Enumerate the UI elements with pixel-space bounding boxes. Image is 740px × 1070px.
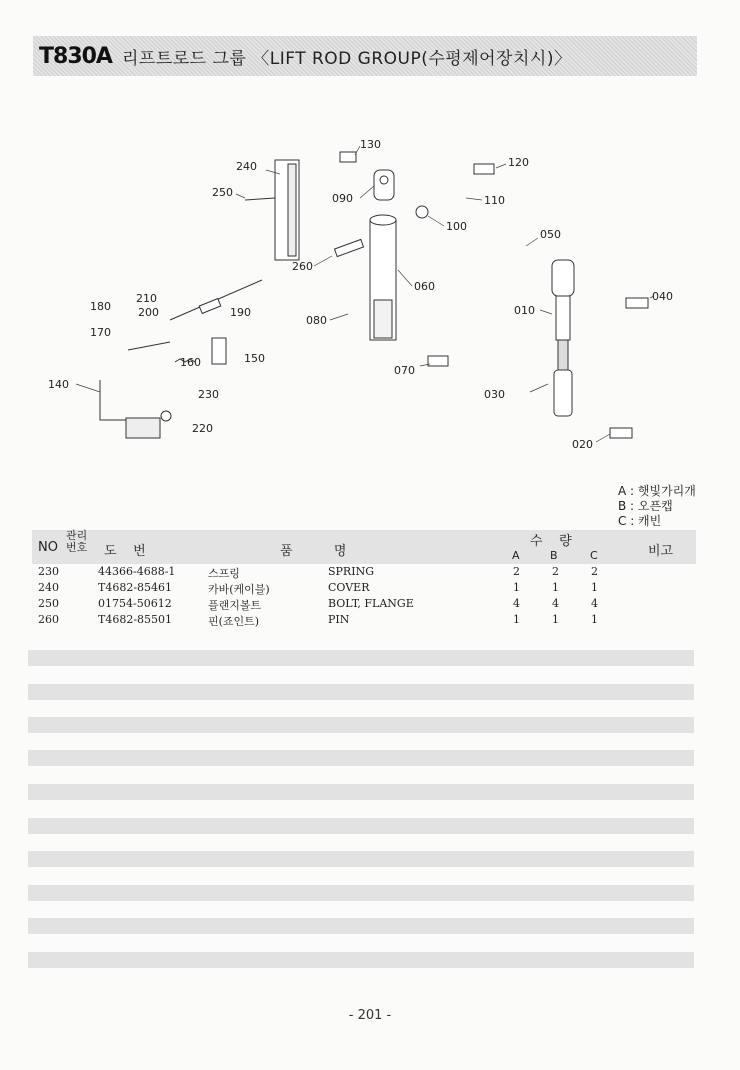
- cell-no: 260: [38, 613, 59, 626]
- diagram-label: 260: [292, 260, 313, 273]
- col-name: 품 명: [280, 544, 347, 559]
- cell-part-no: T4682-85461: [98, 581, 173, 594]
- model-code: T830A: [39, 43, 112, 69]
- diagram-label: 070: [394, 364, 415, 377]
- col-qty-b: B: [550, 549, 558, 562]
- col-qty-c: C: [590, 549, 598, 562]
- cell-name-en: PIN: [328, 613, 350, 626]
- row-stripe: [28, 851, 694, 867]
- cell-qty-a: 2: [513, 565, 520, 578]
- col-remark: 비고: [648, 544, 674, 559]
- cell-qty-c: 1: [591, 581, 598, 594]
- parts-diagram: [30, 120, 710, 460]
- cell-qty-b: 2: [552, 565, 559, 578]
- row-stripe: [28, 684, 694, 700]
- diagram-label: 020: [572, 438, 593, 451]
- diagram-label: 170: [90, 326, 111, 339]
- page-number: - 201 -: [348, 1008, 392, 1023]
- diagram-label: 060: [414, 280, 435, 293]
- row-stripe: [28, 784, 694, 800]
- cell-name-ko: 스프링: [208, 567, 240, 580]
- legend-item-c: C : 캐빈: [618, 514, 662, 528]
- row-stripe: [28, 717, 694, 733]
- row-stripe: [28, 885, 694, 901]
- cell-no: 240: [38, 581, 59, 594]
- row-stripe: [28, 918, 694, 934]
- row-stripe: [28, 818, 694, 834]
- cell-qty-a: 1: [513, 613, 520, 626]
- cell-no: 250: [38, 597, 59, 610]
- cell-part-no: T4682-85501: [98, 613, 173, 626]
- diagram-label: 190: [230, 306, 251, 319]
- cell-name-ko: 플랜지볼트: [208, 599, 262, 612]
- diagram-label: 030: [484, 388, 505, 401]
- col-mgmt: 관리 번호: [66, 529, 88, 554]
- table-row: [32, 596, 696, 612]
- legend-item-a: A : 햇빛가리개: [618, 484, 696, 498]
- col-qty: 수 량: [530, 534, 572, 549]
- legend: [618, 484, 696, 529]
- parts-table-header: [32, 530, 696, 564]
- cell-name-en: BOLT, FLANGE: [328, 597, 414, 610]
- diagram-label: 050: [540, 228, 561, 241]
- col-qty-a: A: [512, 549, 520, 562]
- diagram-label: 140: [48, 378, 69, 391]
- diagram-label: 180: [90, 300, 111, 313]
- diagram-label: 040: [652, 290, 673, 303]
- diagram-label: 130: [360, 138, 381, 151]
- row-stripe: [28, 952, 694, 968]
- table-row: [32, 612, 696, 628]
- cell-part-no: 01754-50612: [98, 597, 172, 610]
- cell-qty-b: 4: [552, 597, 559, 610]
- cell-qty-c: 2: [591, 565, 598, 578]
- cell-qty-c: 1: [591, 613, 598, 626]
- diagram-label: 210: [136, 292, 157, 305]
- parts-table-body: [32, 564, 696, 628]
- row-stripe: [28, 750, 694, 766]
- diagram-label: 120: [508, 156, 529, 169]
- cell-name-ko: 핀(죠인트): [208, 615, 260, 628]
- table-row: [32, 580, 696, 596]
- cell-no: 230: [38, 565, 59, 578]
- legend-item-b: B : 오픈캡: [618, 499, 673, 513]
- cell-qty-b: 1: [552, 581, 559, 594]
- diagram-label: 230: [198, 388, 219, 401]
- diagram-label: 110: [484, 194, 505, 207]
- cell-qty-b: 1: [552, 613, 559, 626]
- diagram-label: 160: [180, 356, 201, 369]
- diagram-label: 220: [192, 422, 213, 435]
- diagram-label: 080: [306, 314, 327, 327]
- cell-name-en: SPRING: [328, 565, 374, 578]
- diagram-label: 250: [212, 186, 233, 199]
- row-stripe: [28, 650, 694, 666]
- page-header: [33, 36, 697, 76]
- diagram-label: 200: [138, 306, 159, 319]
- cell-name-en: COVER: [328, 581, 370, 594]
- cell-part-no: 44366-4688-1: [98, 565, 176, 578]
- cell-qty-c: 4: [591, 597, 598, 610]
- table-row: [32, 564, 696, 580]
- diagram-label: 100: [446, 220, 467, 233]
- cell-qty-a: 4: [513, 597, 520, 610]
- diagram-label: 240: [236, 160, 257, 173]
- cell-name-ko: 카바(케이블): [208, 583, 270, 596]
- col-no: NO: [38, 540, 58, 555]
- group-title: 리프트로드 그룹 〈LIFT ROD GROUP(수평제어장치시)〉: [121, 48, 572, 69]
- col-part-no: 도 번: [104, 544, 146, 559]
- cell-qty-a: 1: [513, 581, 520, 594]
- diagram-label: 090: [332, 192, 353, 205]
- diagram-label: 010: [514, 304, 535, 317]
- diagram-label: 150: [244, 352, 265, 365]
